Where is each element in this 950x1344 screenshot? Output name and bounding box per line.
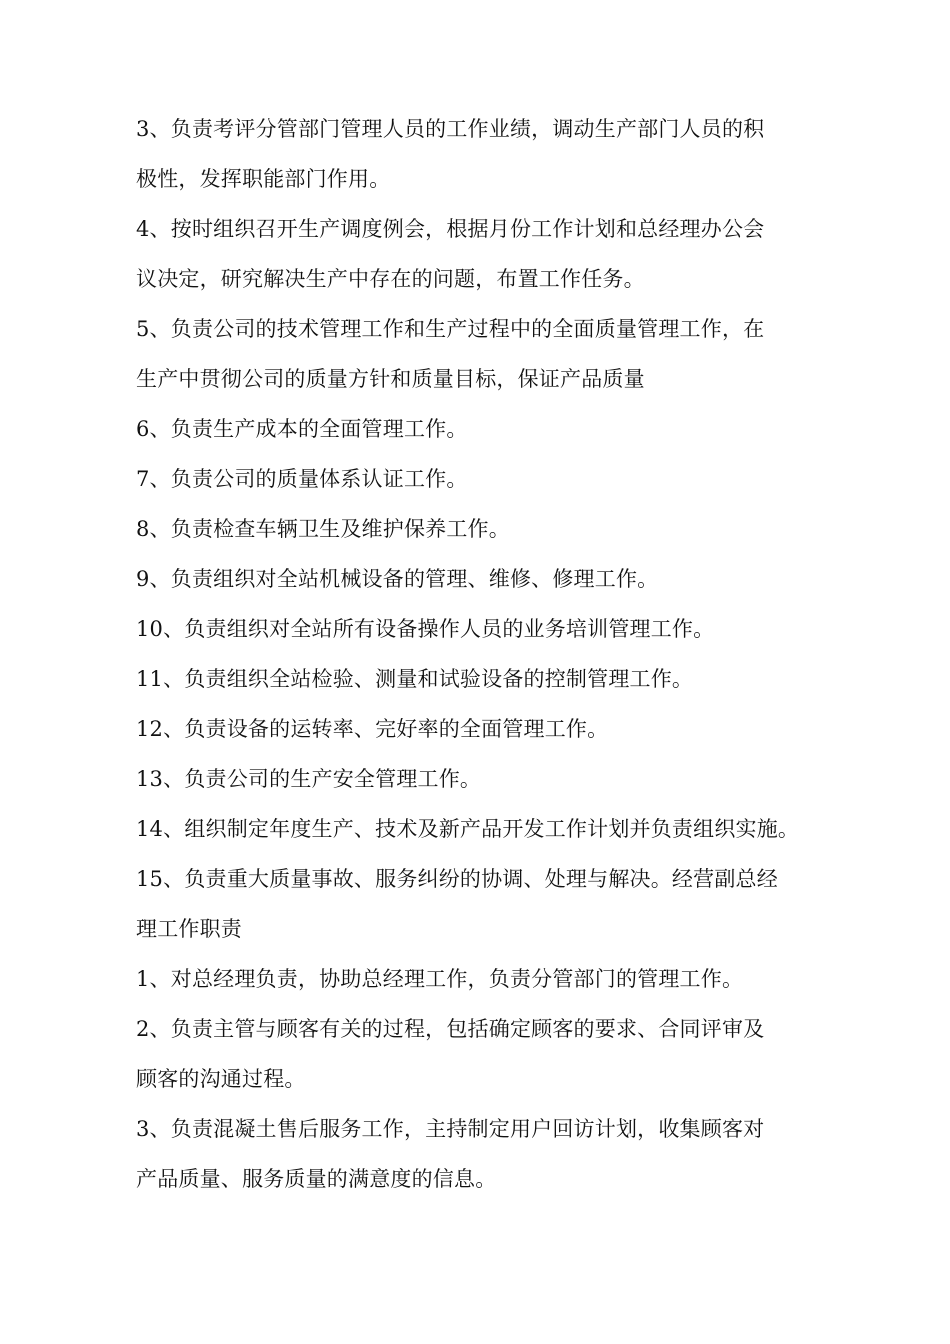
text-line-14: 13、负责公司的生产安全管理工作。	[136, 767, 482, 791]
text-line-9: 8、负责检查车辆卫生及维护保养工作。	[136, 517, 510, 541]
text-line-17: 理工作职责	[136, 917, 242, 941]
text-line-19: 2、负责主管与顾客有关的过程，包括确定顾客的要求、合同评审及	[136, 1017, 765, 1041]
text-line-16: 15、负责重大质量事故、服务纠纷的协调、处理与解决。经营副总经	[136, 867, 778, 891]
text-line-6: 生产中贯彻公司的质量方针和质量目标，保证产品质量	[136, 367, 645, 391]
document-body	[136, 118, 836, 1218]
text-line-11: 10、负责组织对全站所有设备操作人员的业务培训管理工作。	[136, 617, 715, 641]
text-line-18: 1、对总经理负责，协助总经理工作，负责分管部门的管理工作。	[136, 967, 744, 991]
text-line-15: 14、组织制定年度生产、技术及新产品开发工作计划并负责组织实施。	[136, 817, 800, 841]
text-line-5: 5、负责公司的技术管理工作和生产过程中的全面质量管理工作，在	[136, 317, 765, 341]
text-line-7: 6、负责生产成本的全面管理工作。	[136, 417, 468, 441]
text-line-20: 顾客的沟通过程。	[136, 1067, 306, 1091]
text-line-1: 3、负责考评分管部门管理人员的工作业绩，调动生产部门人员的积	[136, 117, 765, 141]
text-line-4: 议决定，研究解决生产中存在的问题，布置工作任务。	[136, 267, 645, 291]
text-line-3: 4、按时组织召开生产调度例会，根据月份工作计划和总经理办公会	[136, 217, 765, 241]
text-line-13: 12、负责设备的运转率、完好率的全面管理工作。	[136, 717, 609, 741]
text-line-22: 产品质量、服务质量的满意度的信息。	[136, 1167, 497, 1191]
text-line-12: 11、负责组织全站检验、测量和试验设备的控制管理工作。	[136, 667, 694, 691]
text-line-8: 7、负责公司的质量体系认证工作。	[136, 467, 468, 491]
text-line-21: 3、负责混凝土售后服务工作，主持制定用户回访计划，收集顾客对	[136, 1117, 765, 1141]
text-line-2: 极性，发挥职能部门作用。	[136, 167, 391, 191]
text-line-10: 9、负责组织对全站机械设备的管理、维修、修理工作。	[136, 567, 659, 591]
